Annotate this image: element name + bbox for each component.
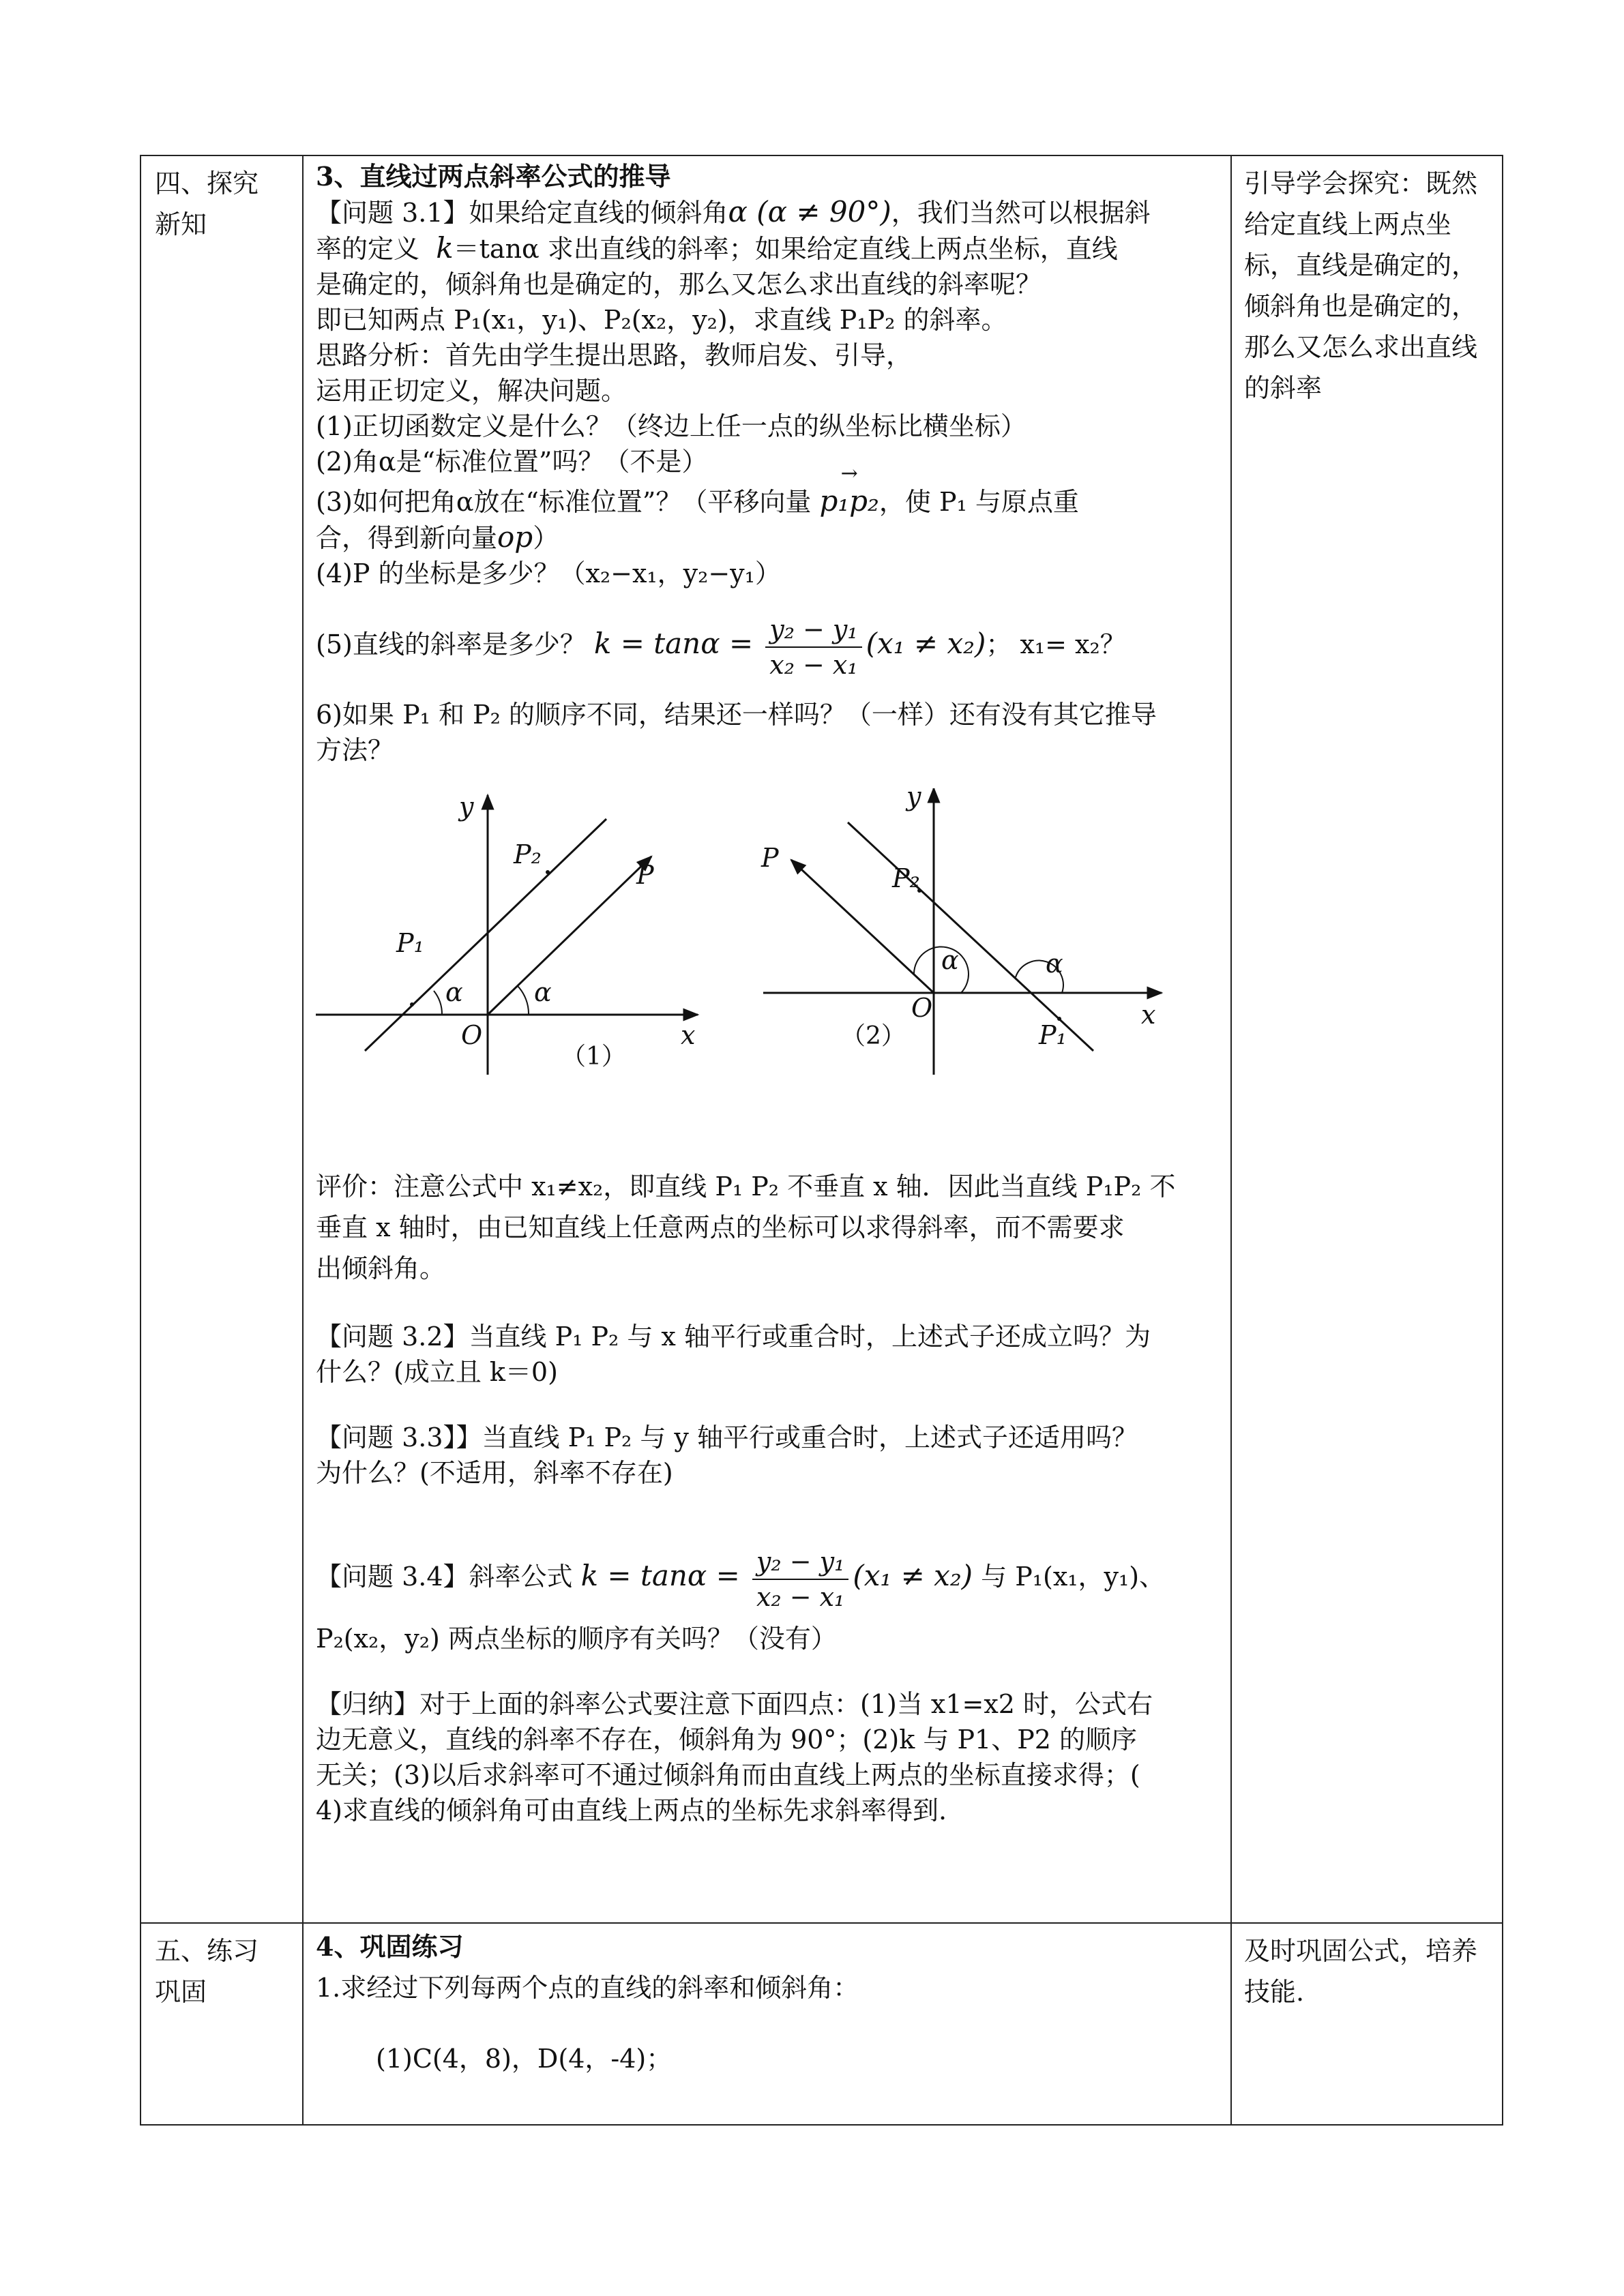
- section-title: 4、巩固练习: [316, 1931, 464, 1962]
- fig2-alpha-1: α: [941, 945, 959, 975]
- step-6: 6)如果 P₁ 和 P₂ 的顺序不同，结果还一样吗？（一样）还有没有其它推导: [316, 700, 1157, 730]
- section-label-cell: [141, 155, 303, 1923]
- exercise-1: 1.求经过下列每两个点的直线的斜率和倾斜角：: [316, 1973, 859, 2003]
- fig1-origin-label: O: [461, 1020, 483, 1050]
- question-3-2: 【问题 3.2】当直线 P₁ P₂ 与 x 轴平行或重合时，上述式子还成立吗？为: [316, 1322, 1151, 1352]
- note-cell: [1231, 1923, 1503, 2125]
- section-label-cell: [141, 1923, 303, 2125]
- summary: 【归纳】对于上面的斜率公式要注意下面四点：(1)当 x1=x2 时，公式右: [316, 1689, 1153, 1719]
- fig1-p1-label: P₁: [396, 928, 424, 958]
- content-cell: 3、直线过两点斜率公式的推导 【问题 3.1】如果给定直线的倾斜角α (α ≠ 90°)，我们当然可以根据斜 率的定义 k＝tanα 求出直线的斜率；如果给定直线上两点坐标，直线 是确定的，倾斜角也是确定的，那么又怎么求出直线的斜率呢？ 即已知两点 P₁(x₁，y₁)、P₂(x₂，y₂)，求直线 P₁P₂ 的斜率。 思路分析：首先由学生提出思路，教师启发、引导， 运用正切定义，解决问题。 (1)正切函数定义是什么？（终边上任一点的纵坐标比横坐标） (2)角α是“标准位置”吗？（不是） (3)如何把角α放在“标准位置”？（平移向量 → p₁p₂，使 P₁ 与原点重 合，得到新向量op） (4)P 的坐标是多少？（x₂−x₁，y₂−y₁） (5)直线的斜率是多少？ k = tanα = $\frac{\text{y₂ − y₁}}{\text{x₂ − x₁}}$ (x₁ ≠ x₂)； x₁= x₂？ 6)如果 P₁ 和 P₂ 的顺序不同，结果还一样吗？（一样）还有没有其它推导 方法？ y x O P P₂ P₁ α α （1） y x O P P₂ P₁ α α （2） 评价：注意公式中 x₁≠x₂，即直线 P₁ P₂ 不垂直 x 轴．因此当直线 P₁P₂ 不 垂直 x 轴时，由已知直线上任意两点的坐标可以求得斜率，而不需要求 出倾斜角。 【问题 3.2】当直线 P₁ P₂ 与 x 轴平行或重合时，上述式子还成立吗？为 什么？(成立且 k＝0) 【问题 3.3】】当直线 P₁ P₂ 与 y 轴平行或重合时，上述式子还适用吗？ 为什么？(不适用，斜率不存在) 【问题 3.4】斜率公式 k = tanα = $\frac{\text{y₂ − y₁}}{\text{x₂ − x₁}}$ (x₁ ≠ x₂) 与 P₁(x₁，y₁)、 P₂(x₂，y₂) 两点坐标的顺序有关吗？（没有） 【归纳】对于上面的斜率公式要注意下面四点：(1)当 x1=x2 时，公式右 边无意义，直线的斜率不存在，倾斜角为 90°；(2)k 与 P1、P2 的顺序 无关；(3)以后求斜率可不通过倾斜角而由直线上两点的坐标直接求得；( 4)求直线的倾斜角可由直线上两点的坐标先求斜率得到.: [303, 155, 1231, 1923]
- section-row-explore: [141, 155, 1503, 1923]
- slope-fraction-2: $\frac{\text{y₂ − y₁}}{\text{x₂ − x₁}}$: [752, 1545, 848, 1614]
- fig1-p-label: P: [636, 860, 654, 890]
- figure-2: [761, 788, 1162, 1075]
- fig2-alpha-2: α: [1046, 949, 1063, 979]
- fig1-x-label: x: [681, 1020, 696, 1050]
- fig2-caption: （2）: [841, 1022, 906, 1050]
- section-row-practice: [141, 1923, 1503, 2125]
- fig2-x-label: x: [1141, 1000, 1156, 1030]
- slope-figures: [316, 788, 1220, 1109]
- fig2-p2-label: P₂: [892, 863, 920, 893]
- question-3-1: 【问题 3.1】如果给定直线的倾斜角α (α ≠ 90°)，我们当然可以根据斜: [316, 195, 1151, 228]
- lesson-table: [140, 155, 1503, 2126]
- fig1-p2-label: P₂: [514, 839, 542, 869]
- step-3: (3)如何把角α放在“标准位置”？（平移向量 → p₁p₂，使 P₁ 与原点重: [316, 462, 1079, 518]
- fig1-vector-op: [488, 856, 651, 1015]
- exercise-1-1: (1)C(4，8)，D(4，-4)；: [376, 2044, 673, 2074]
- fig2-y-label: y: [906, 788, 921, 811]
- note-cell: [1231, 155, 1503, 1923]
- teaching-note: 引导学会探究：既然给定直线上两点坐标，直线是确定的，倾斜角也是确定的，那么又怎么求出直线的斜率: [1244, 168, 1478, 403]
- section-label: 四、探究 新知: [155, 168, 259, 239]
- fig2-origin-label: O: [911, 993, 933, 1023]
- fig1-alpha-2: α: [534, 977, 552, 1007]
- vector-p1p2: → p₁p₂: [819, 462, 879, 518]
- step-1: (1)正切函数定义是什么？（终边上任一点的纵坐标比横坐标）: [316, 411, 1027, 441]
- fig1-caption: （1）: [561, 1043, 626, 1071]
- question-3-3: 【问题 3.3】】当直线 P₁ P₂ 与 y 轴平行或重合时，上述式子还适用吗？: [316, 1422, 1138, 1452]
- fig1-angle-arc-2: [518, 986, 529, 1015]
- fig2-p-label: P: [761, 843, 779, 873]
- teaching-note: 及时巩固公式，培养技能.: [1244, 1936, 1478, 2007]
- question-3-4: 【问题 3.4】斜率公式 k = tanα = $\frac{\text{y₂ − y₁}}{\text{x₂ − x₁}}$ (x₁ ≠ x₂) 与 P₁(x₁，y₁)、: [316, 1538, 1220, 1614]
- figures-svg: [316, 788, 1202, 1109]
- evaluation: 评价：注意公式中 x₁≠x₂，即直线 P₁ P₂ 不垂直 x 轴．因此当直线 P₁P₂ 不: [316, 1172, 1176, 1202]
- content-cell: [303, 1923, 1231, 2125]
- figure-1: [316, 792, 698, 1075]
- section-title: 3、直线过两点斜率公式的推导: [316, 161, 671, 192]
- fig1-alpha-1: α: [445, 977, 463, 1007]
- known-points: 即已知两点 P₁(x₁，y₁)、P₂(x₂，y₂)，求直线 P₁P₂ 的斜率。: [316, 305, 1007, 335]
- fig1-p2-point: [546, 870, 550, 874]
- slope-fraction: $\frac{\text{y₂ − y₁}}{\text{x₂ − x₁}}$: [765, 612, 861, 682]
- fig1-y-label: y: [459, 792, 474, 822]
- fig2-p1-label: P₁: [1039, 1020, 1067, 1050]
- section-label: 五、练习 巩固: [155, 1936, 259, 2007]
- fig2-line-p1p2: [848, 822, 1093, 1051]
- step-5: (5)直线的斜率是多少？ k = tanα = $\frac{\text{y₂ − y₁}}{\text{x₂ − x₁}}$ (x₁ ≠ x₂)； x₁= x₂？: [316, 606, 1220, 682]
- step-4: (4)P 的坐标是多少？（x₂−x₁，y₂−y₁）: [316, 558, 781, 588]
- step-2: (2)角α是“标准位置”吗？（不是）: [316, 447, 708, 477]
- fig1-p1-point: [410, 1002, 414, 1007]
- fig1-angle-arc-1: [434, 991, 442, 1015]
